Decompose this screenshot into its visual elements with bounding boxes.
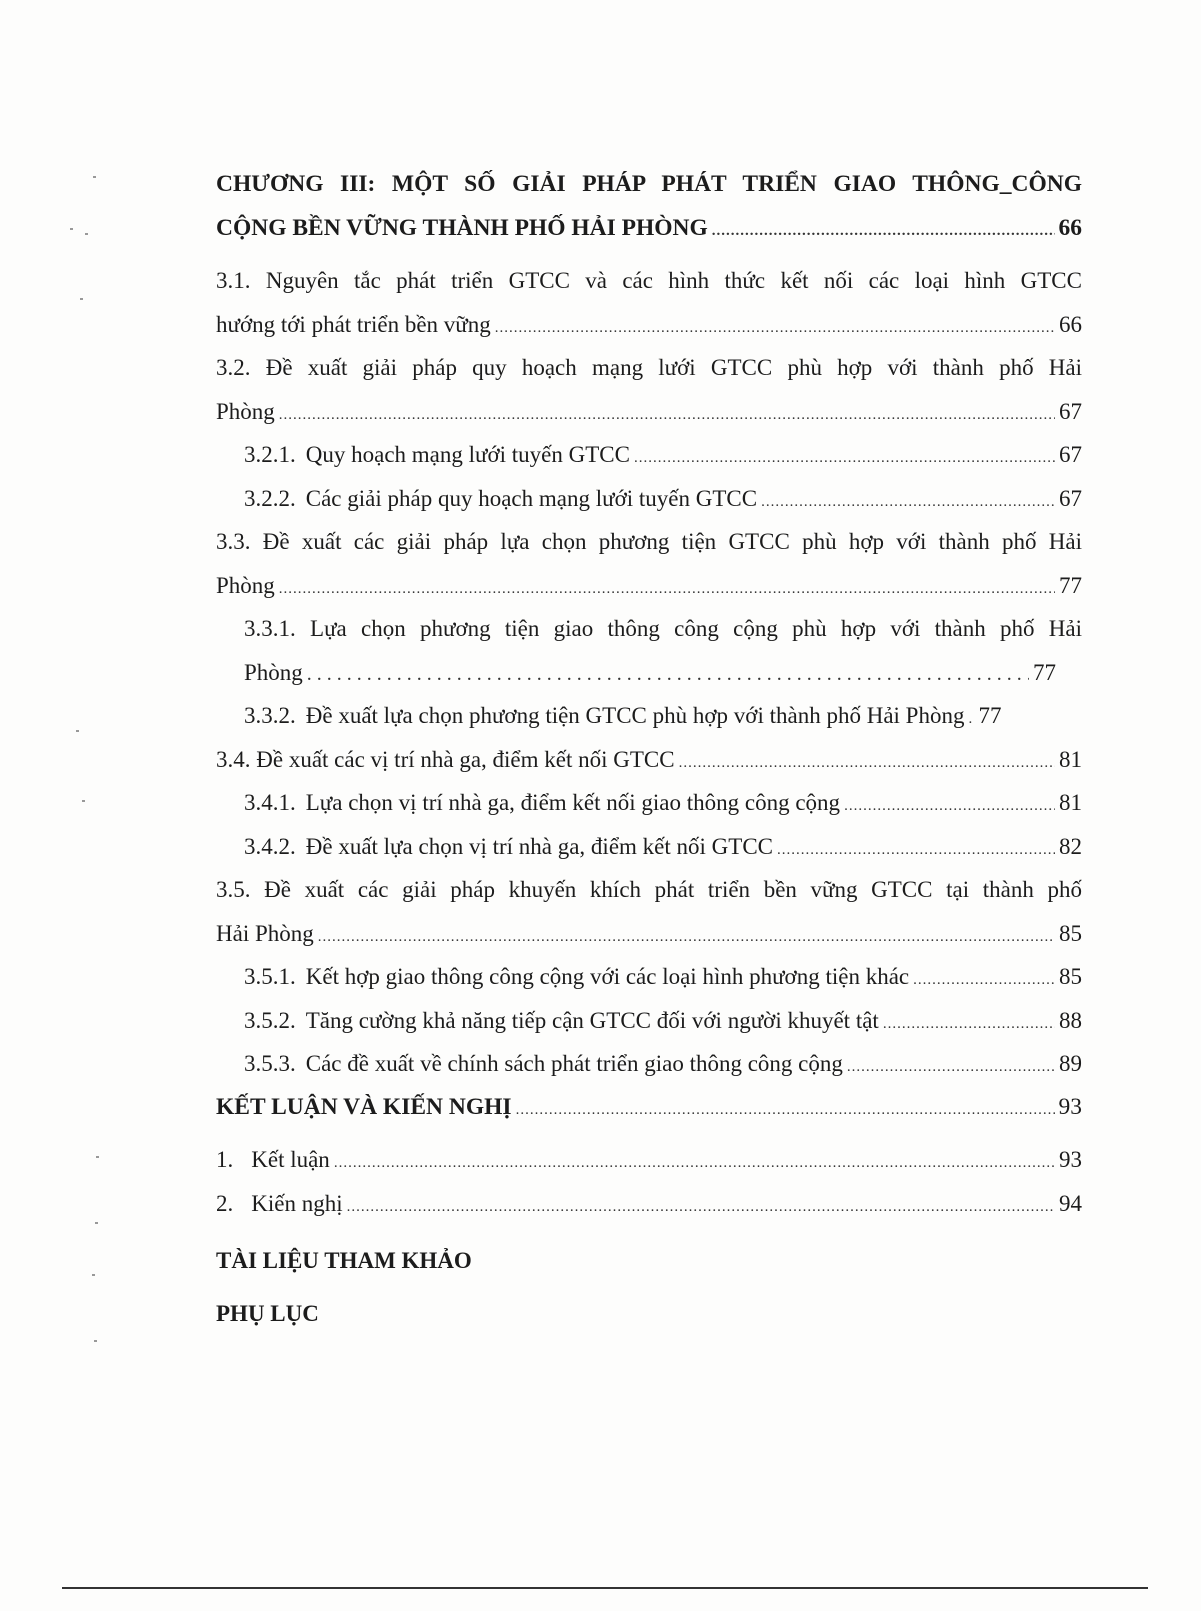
scan-speck <box>94 1340 97 1342</box>
toc-entry-title: KẾT LUẬN VÀ KIẾN NGHỊ <box>216 1093 512 1120</box>
toc-page-number: 77 <box>1033 659 1056 685</box>
toc-entry-number: 2. <box>216 1190 234 1216</box>
dot-leader <box>634 437 1055 481</box>
toc-entry-title: CỘNG BỀN VỮNG THÀNH PHỐ HẢI PHÒNG <box>216 214 708 241</box>
dot-leader <box>516 1089 1055 1133</box>
toc-3-3-line2 <box>216 564 1082 608</box>
scan-speck <box>96 1156 99 1158</box>
dot-leader <box>847 1046 1055 1090</box>
toc-entry-number: 3.5.1. <box>244 964 296 989</box>
toc-3-4-2 <box>216 825 1082 869</box>
toc-entry-title: Kiến nghị <box>251 1190 343 1216</box>
toc-entry-number: 3.4.1. <box>244 790 296 815</box>
toc-entry-title: Quy hoạch mạng lưới tuyến GTCC <box>305 442 630 467</box>
toc-3-3-1-line2 <box>216 651 1082 695</box>
toc-entry-number: 3.4.2. <box>244 833 296 859</box>
toc-entry-title: Đề xuất lựa chọn vị trí nhà ga, điểm kết nối GTCC <box>305 833 774 859</box>
dot-leader <box>968 698 974 742</box>
dot-leader <box>913 959 1055 1003</box>
scan-speck <box>93 176 96 178</box>
toc-entry-title: 3.4. Đề xuất các vị trí nhà ga, điểm kết nối GTCC <box>216 746 675 772</box>
page-bottom-rule <box>62 1587 1148 1589</box>
toc-page-number: 88 <box>1059 1007 1082 1033</box>
toc-3-2-2 <box>216 477 1082 521</box>
dot-leader <box>347 1186 1055 1230</box>
toc-3-2-1 <box>216 433 1082 477</box>
dot-leader <box>712 210 1055 254</box>
scan-speck <box>95 1222 98 1224</box>
toc-entry-title: Hải Phòng <box>216 920 314 946</box>
toc-page-number: 67 <box>1059 442 1082 467</box>
scan-speck <box>80 298 83 300</box>
toc-page-number: 66 <box>1059 311 1082 337</box>
toc-entry-title: Phòng <box>216 572 275 598</box>
dot-leader <box>279 394 1055 438</box>
toc-page-number: 93 <box>1058 1093 1082 1120</box>
toc-page-number: 66 <box>1058 214 1082 241</box>
toc-3-5-3 <box>216 1042 1082 1086</box>
toc-chapter-3-line1: CHƯƠNG III: MỘT SỐ GIẢI PHÁP PHÁT TRIỂN GIAO THÔNG_CÔNG <box>216 171 1082 197</box>
scan-speck <box>92 1274 95 1276</box>
toc-3-4 <box>216 738 1082 782</box>
scan-speck <box>70 228 73 230</box>
dot-leader <box>883 1003 1055 1047</box>
toc-entry-title: Tăng cường khả năng tiếp cận GTCC đối với người khuyết tật <box>305 1007 879 1033</box>
toc-3-5-line2 <box>216 912 1082 956</box>
toc-appendix: PHỤ LỤC <box>216 1301 319 1326</box>
scan-speck <box>76 730 79 732</box>
dot-leader <box>761 481 1055 525</box>
dot-leader <box>318 916 1055 960</box>
toc-entry-title: Các đề xuất về chính sách phát triển giao thông công cộng <box>305 1051 843 1076</box>
toc-entry-number: 3.5.3. <box>244 1051 296 1076</box>
toc-page-number: 81 <box>1059 790 1082 815</box>
toc-3-1-line1: 3.1. Nguyên tắc phát triển GTCC và các hình thức kết nối các loại hình GTCC <box>216 268 1082 293</box>
toc-page-number: 67 <box>1059 398 1082 424</box>
toc-entry-title: Đề xuất lựa chọn phương tiện GTCC phù hợp với thành phố Hải Phòng <box>305 703 965 728</box>
scan-speck <box>85 233 88 235</box>
toc-entry-title: hướng tới phát triển bền vững <box>216 311 491 337</box>
toc-3-2-line2 <box>216 390 1082 434</box>
table-of-contents <box>216 163 1082 1340</box>
toc-3-3-line1: 3.3. Đề xuất các giải pháp lựa chọn phương tiện GTCC phù hợp với thành phố Hải <box>216 529 1082 554</box>
toc-entry-title: Kết luận <box>251 1147 330 1172</box>
toc-entry-number: 3.2.2. <box>244 485 296 511</box>
toc-entry-title: Phòng <box>244 659 303 685</box>
toc-references: TÀI LIỆU THAM KHẢO <box>216 1248 472 1273</box>
toc-page-number: 77 <box>1059 572 1082 598</box>
toc-entry-title: Lựa chọn vị trí nhà ga, điểm kết nối giao thông công cộng <box>305 790 841 815</box>
toc-page-number: 81 <box>1059 746 1082 772</box>
toc-page-number: 85 <box>1059 920 1082 946</box>
toc-entry-title: Kết hợp giao thông công cộng với các loại hình phương tiện khác <box>305 964 910 989</box>
toc-entry-number: 3.2.1. <box>244 442 296 467</box>
scan-speck <box>82 800 85 802</box>
toc-3-4-1 <box>216 781 1082 825</box>
dot-leader <box>844 785 1055 829</box>
toc-page-number: 77 <box>978 703 1002 728</box>
toc-entry-title: Lựa chọn phương tiện giao thông công cộng phù hợp với thành phố Hải <box>310 616 1083 641</box>
toc-conclusion-1 <box>216 1138 1082 1182</box>
toc-3-5-2 <box>216 999 1082 1043</box>
toc-3-5-1 <box>216 955 1082 999</box>
toc-conclusion <box>216 1086 1082 1130</box>
toc-entry-number: 3.5.2. <box>244 1007 296 1033</box>
toc-3-5-line1: 3.5. Đề xuất các giải pháp khuyến khích phát triển bền vững GTCC tại thành phố <box>216 877 1082 902</box>
toc-page-number: 82 <box>1059 833 1082 859</box>
dot-leader <box>307 653 1029 699</box>
dot-leader <box>679 742 1055 786</box>
toc-3-1-line2 <box>216 303 1082 347</box>
dot-leader <box>495 307 1055 351</box>
toc-page-number: 93 <box>1059 1147 1082 1172</box>
toc-3-2-line1: 3.2. Đề xuất giải pháp quy hoạch mạng lưới GTCC phù hợp với thành phố Hải <box>216 355 1082 380</box>
toc-page-number: 89 <box>1059 1051 1082 1076</box>
toc-entry-number: 3.3.1. <box>244 616 296 641</box>
toc-page-number: 85 <box>1059 964 1082 989</box>
dot-leader <box>334 1142 1055 1186</box>
toc-3-3-1-line1 <box>216 607 1082 651</box>
toc-entry-title: Phòng <box>216 398 275 424</box>
toc-chapter-3-line2 <box>216 207 1082 251</box>
toc-page-number: 67 <box>1059 485 1082 511</box>
toc-page-number: 94 <box>1059 1190 1082 1216</box>
dot-leader <box>279 568 1055 612</box>
toc-conclusion-2 <box>216 1182 1082 1226</box>
toc-entry-number: 3.3.2. <box>244 703 296 728</box>
toc-3-3-2 <box>216 694 1082 738</box>
toc-entry-title: Các giải pháp quy hoạch mạng lưới tuyến GTCC <box>305 485 758 511</box>
dot-leader <box>777 829 1055 873</box>
toc-entry-number: 1. <box>216 1147 234 1172</box>
